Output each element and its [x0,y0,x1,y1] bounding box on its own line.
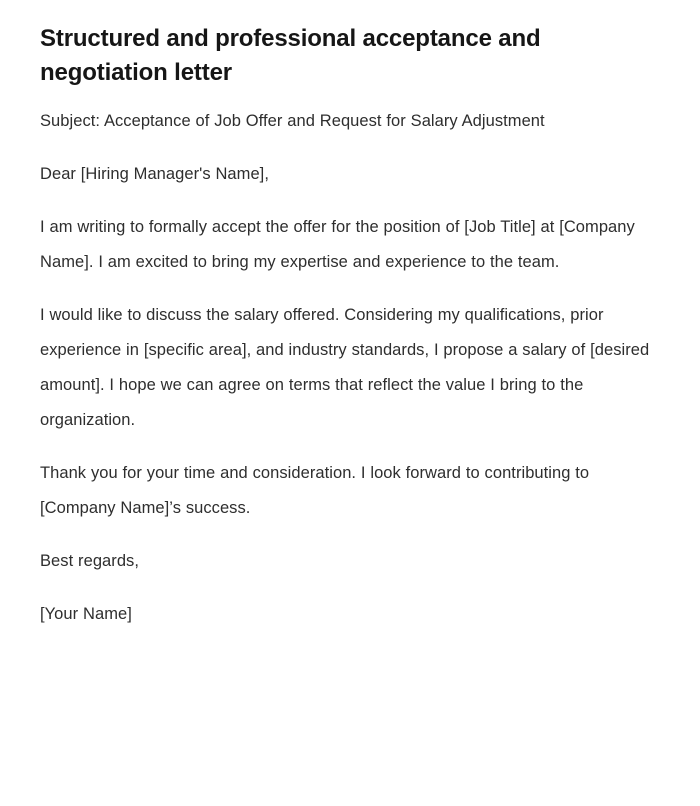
page-title: Structured and professional acceptance and negotiation letter [40,25,541,87]
letter-body [40,104,650,632]
letter-article [40,22,650,632]
sign-off: Best regards, [40,552,139,571]
subject-line: Subject: Acceptance of Job Offer and Request for Salary Adjustment [40,112,545,131]
signature-name: [Your Name] [40,605,132,624]
salutation: Dear [Hiring Manager's Name], [40,165,269,184]
closing-thanks: Thank you for your time and consideration. I look forward to contributing to [Company Name]’s success. [40,464,590,518]
acceptance-statement: I am writing to formally accept the offer for the position of [Job Title] at [Company Name]. I am excited to bring my expertise and experience to the team. [40,218,635,272]
salary-negotiation: I would like to discuss the salary offered. Considering my qualifications, prior experience in [specific area], and industry standards, I propose a salary of [desired amount]. I hope we can agree on terms that reflect the value I bring to the organization. [40,306,650,430]
